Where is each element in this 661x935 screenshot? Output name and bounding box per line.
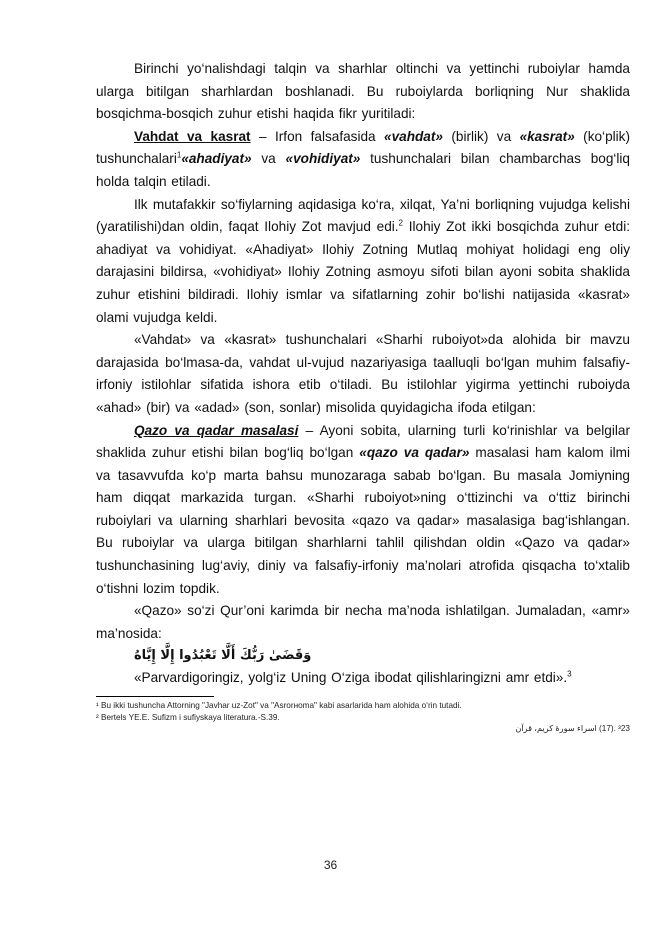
footnote-2: ² Bertels YE.E. Sufizm i sufiyskaya literatura.-S.39. (96, 712, 280, 722)
footnote-ref-3: 3 (567, 669, 572, 679)
term-vohidiyat: «vohidiyat» (285, 151, 361, 167)
paragraph-verse-translation (96, 667, 630, 690)
text-run: masalasi ham kalom ilmi va tasavvufda ko‘p marta bahsu munozaraga sabab bo‘lgan. Bu masala Jomiyning ham diqqat markazida turgan. «Sharhi ruboiyot»ning o‘ttizinchi va o‘ttiz birinchi ruboiylari va ularning sharhlari bevosita «qazo va qadar» masalasiga bag‘ishlangan. Bu ruboiylar va ularga bitilgan sharhlarni tahlil qilishdan oldin «Qazo va qadar» tushunchasining lug‘aviy, diniy va falsafiy-irfoniy ma’nolari atrofida qisqacha to‘xtalib o‘tishni lozim topdik. (96, 445, 631, 596)
paragraph-qazo-sozi (96, 600, 630, 645)
term-vahdat: «vahdat» (384, 128, 443, 144)
section-heading-vahdat-kasrat: Vahdat va kasrat (134, 128, 251, 144)
paragraph-vahdat-kasrat (96, 126, 630, 194)
text-run: «Vahdat» va «kasrat» tushunchalari «Sharhi ruboiyot»da alohida bir mavzu darajasida bo‘lmasa-da, vahdat ul-vujud nazariyasiga taalluqli bo‘lgan muhim falsafiy-irfoniy istilohlar sifatida ishora etib o‘tiladi. Bu istilohlar yigirma yettinchi ruboiyda «ahad» (bir) va «adad» (son, sonlar) misolida quyidagicha ifoda etilgan: (96, 332, 630, 415)
text-run: «Parvardigoringiz, yolg‘iz Uning O‘ziga ibodat qilishlaringizni amr etdi». (134, 670, 568, 686)
paragraph-intro (96, 58, 630, 126)
section-heading-qazo-qadar: Qazo va qadar masalasi (134, 422, 299, 438)
term-kasrat: «kasrat» (519, 128, 575, 144)
term-qazo-qadar: «qazo va qadar» (359, 445, 470, 461)
footnote-3: ³23 .(17) اسراء سورهٔ کریم، قرآن (515, 724, 630, 734)
arabic-verse: وَقَضَىٰ رَبُّكَ أَلَّا تَعْبُدُوا إِلَّا إِيَّاهُ (134, 648, 312, 664)
paragraph-intro-text: Birinchi yo‘nalishdagi talqin va sharhlar oltinchi va yettinchi ruboiylar hamda ularga bitilgan sharhlardan boshlanadi. Bu ruboiylarda borliqning Nur shaklida bosqichma-bosqich zuhur etishi haqida fikr yuritiladi: (96, 61, 630, 122)
page-number: 36 (323, 858, 338, 872)
paragraph-ilk-mutafakkir (96, 194, 630, 330)
paragraph-sharhi-ruboiyot (96, 329, 630, 419)
text-run: (ko‘plik) tushunchalari (96, 128, 630, 167)
text-run: – Irfon falsafasida (250, 128, 385, 144)
term-ahadiyat: «ahadiyat» (181, 151, 252, 167)
footnote-ref-1: 1 (176, 150, 182, 160)
text-run: «Qazo» so‘zi Qur’oni karimda bir necha ma’noda ishlatilgan. Jumaladan, «amr» ma’nosida: (96, 603, 630, 641)
footnote-ref-2: 2 (398, 218, 403, 228)
text-run: va (251, 151, 286, 167)
text-run: – Ayoni sobita, ularning turli ko‘rinishlar va belgilar shaklida zuhur etishi bilan bog‘liq bo‘lgan (96, 422, 630, 461)
footnote-1: ¹ Bu ikki tushuncha Attorning "Javhar uz-Zot" va "Asrorнoma" kabi asarlarida ham alohida o‘rin tutadi. (96, 701, 462, 711)
paragraph-qazo-qadar (96, 420, 630, 601)
footnote-divider (96, 696, 214, 697)
document-page (96, 58, 630, 735)
text-run: Ilk mutafakkir so‘fiylarning aqidasiga ko‘ra, xilqat, Ya’ni borliqning vujudga kelishi (yaratilishi)dan oldin, faqat Ilohiy Zot mavjud edi. (96, 196, 630, 235)
text-run: Ilohiy Zot ikki bosqichda zuhur etdi: ahadiyat va vohidiyat. «Ahadiyat» Ilohiy Zotning Mutlaq mohiyat holidagi eng oliy darajasini bildirsa, «vohidiyat» Ilohiy Zotning asmoyu sifoti bilan ayoni sobita shaklida zuhur etishini bildiradi. Ilohiy ismlar va sifatlarning zohir bo‘lishi natijasida «kasrat» olami vujudga keldi. (96, 219, 630, 325)
text-run: tushunchalari bilan chambarchas bog‘liq holda talqin etiladi. (96, 151, 630, 189)
text-run: (birlik) va (442, 128, 520, 144)
